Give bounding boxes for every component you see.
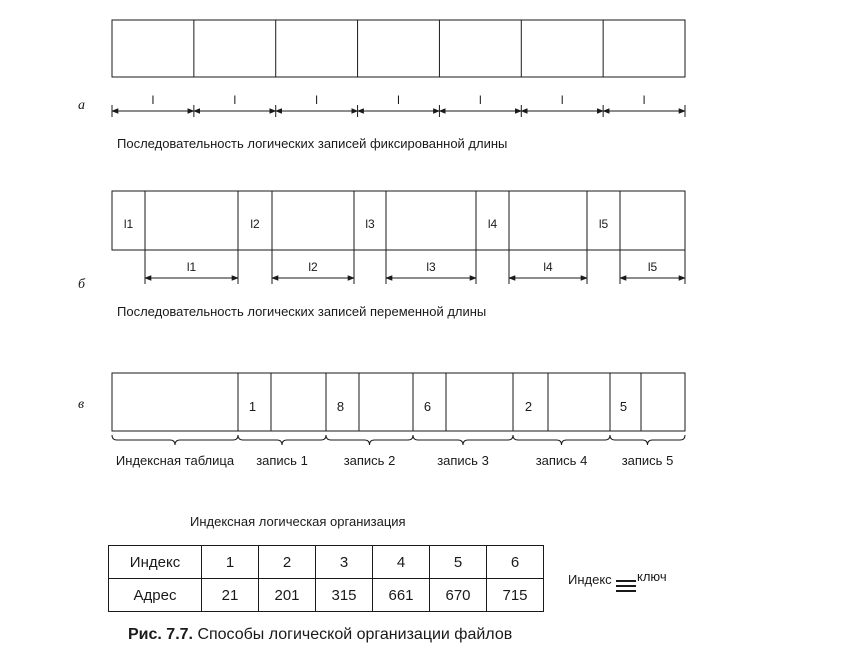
brace-label: запись 3: [437, 453, 489, 468]
record-brace: [513, 435, 610, 445]
address-cell: 670: [430, 579, 487, 612]
record-length-label: l4: [543, 260, 553, 274]
index-cell: 5: [430, 546, 487, 579]
record-key-label: 1: [248, 399, 257, 414]
figure-caption: [128, 626, 512, 644]
length-field-label: l5: [598, 217, 609, 231]
address-cell: 21: [202, 579, 259, 612]
index-row-header: Индекс: [109, 546, 202, 579]
length-field-label: l2: [250, 217, 260, 231]
record-key-label: 8: [336, 399, 345, 414]
brace-label: запись 5: [621, 453, 674, 468]
brace-label: Индексная таблица: [115, 453, 235, 468]
equivalence-right: ключ: [637, 569, 667, 584]
index-cell: 4: [373, 546, 430, 579]
record-length-label: l: [233, 93, 237, 107]
record-brace: [326, 435, 413, 445]
record-key-label: 5: [619, 399, 628, 414]
record-brace: [238, 435, 326, 445]
fixed-records-strip: [112, 20, 685, 77]
record-brace: [610, 435, 685, 445]
record-key-label: 6: [423, 399, 432, 414]
length-field-label: l3: [365, 217, 375, 231]
section-c-letter: в: [78, 397, 85, 412]
index-address-table: [108, 545, 544, 612]
address-cell: 715: [487, 579, 544, 612]
record-brace: [112, 435, 238, 445]
section-a-letter: а: [78, 98, 85, 113]
record-brace: [413, 435, 513, 445]
indexed-records-strip: [112, 373, 685, 431]
section-a-caption: Последовательность логических записей фиксированной длины: [117, 136, 508, 151]
record-length-label: l: [642, 93, 646, 107]
record-length-label: l: [397, 93, 400, 107]
record-length-label: l: [315, 93, 318, 107]
index-cell: 6: [487, 546, 544, 579]
index-cell: 1: [202, 546, 259, 579]
brace-label: запись 2: [343, 453, 396, 468]
index-cell: 2: [259, 546, 316, 579]
index-org-title: Индексная логическая организация: [190, 514, 406, 529]
index-cell: 3: [316, 546, 373, 579]
index-row: [109, 546, 544, 579]
brace-label: запись 4: [535, 453, 588, 468]
record-length-label: l5: [647, 260, 658, 274]
address-row-header: Адрес: [109, 579, 202, 612]
record-length-label: l1: [186, 260, 197, 274]
equivalence-left: Индекс: [568, 572, 612, 587]
length-field-label: l4: [487, 217, 498, 231]
length-field-label: l1: [123, 217, 134, 231]
record-length-label: l: [151, 93, 155, 107]
address-cell: 201: [259, 579, 316, 612]
address-cell: 661: [373, 579, 430, 612]
record-length-label: l: [479, 93, 482, 107]
record-length-label: l2: [308, 260, 318, 274]
figure-title: Способы логической организации файлов: [197, 626, 513, 643]
record-length-label: l3: [426, 260, 436, 274]
figure-number: Рис. 7.7.: [128, 626, 193, 643]
equivalence-icon: [616, 580, 636, 595]
address-cell: 315: [316, 579, 373, 612]
record-length-label: l: [560, 93, 564, 107]
section-b-letter: б: [78, 277, 86, 292]
record-key-label: 2: [524, 399, 533, 414]
brace-label: запись 1: [256, 453, 308, 468]
section-b-caption: Последовательность логических записей переменной длины: [117, 304, 487, 319]
address-row: [109, 579, 544, 612]
